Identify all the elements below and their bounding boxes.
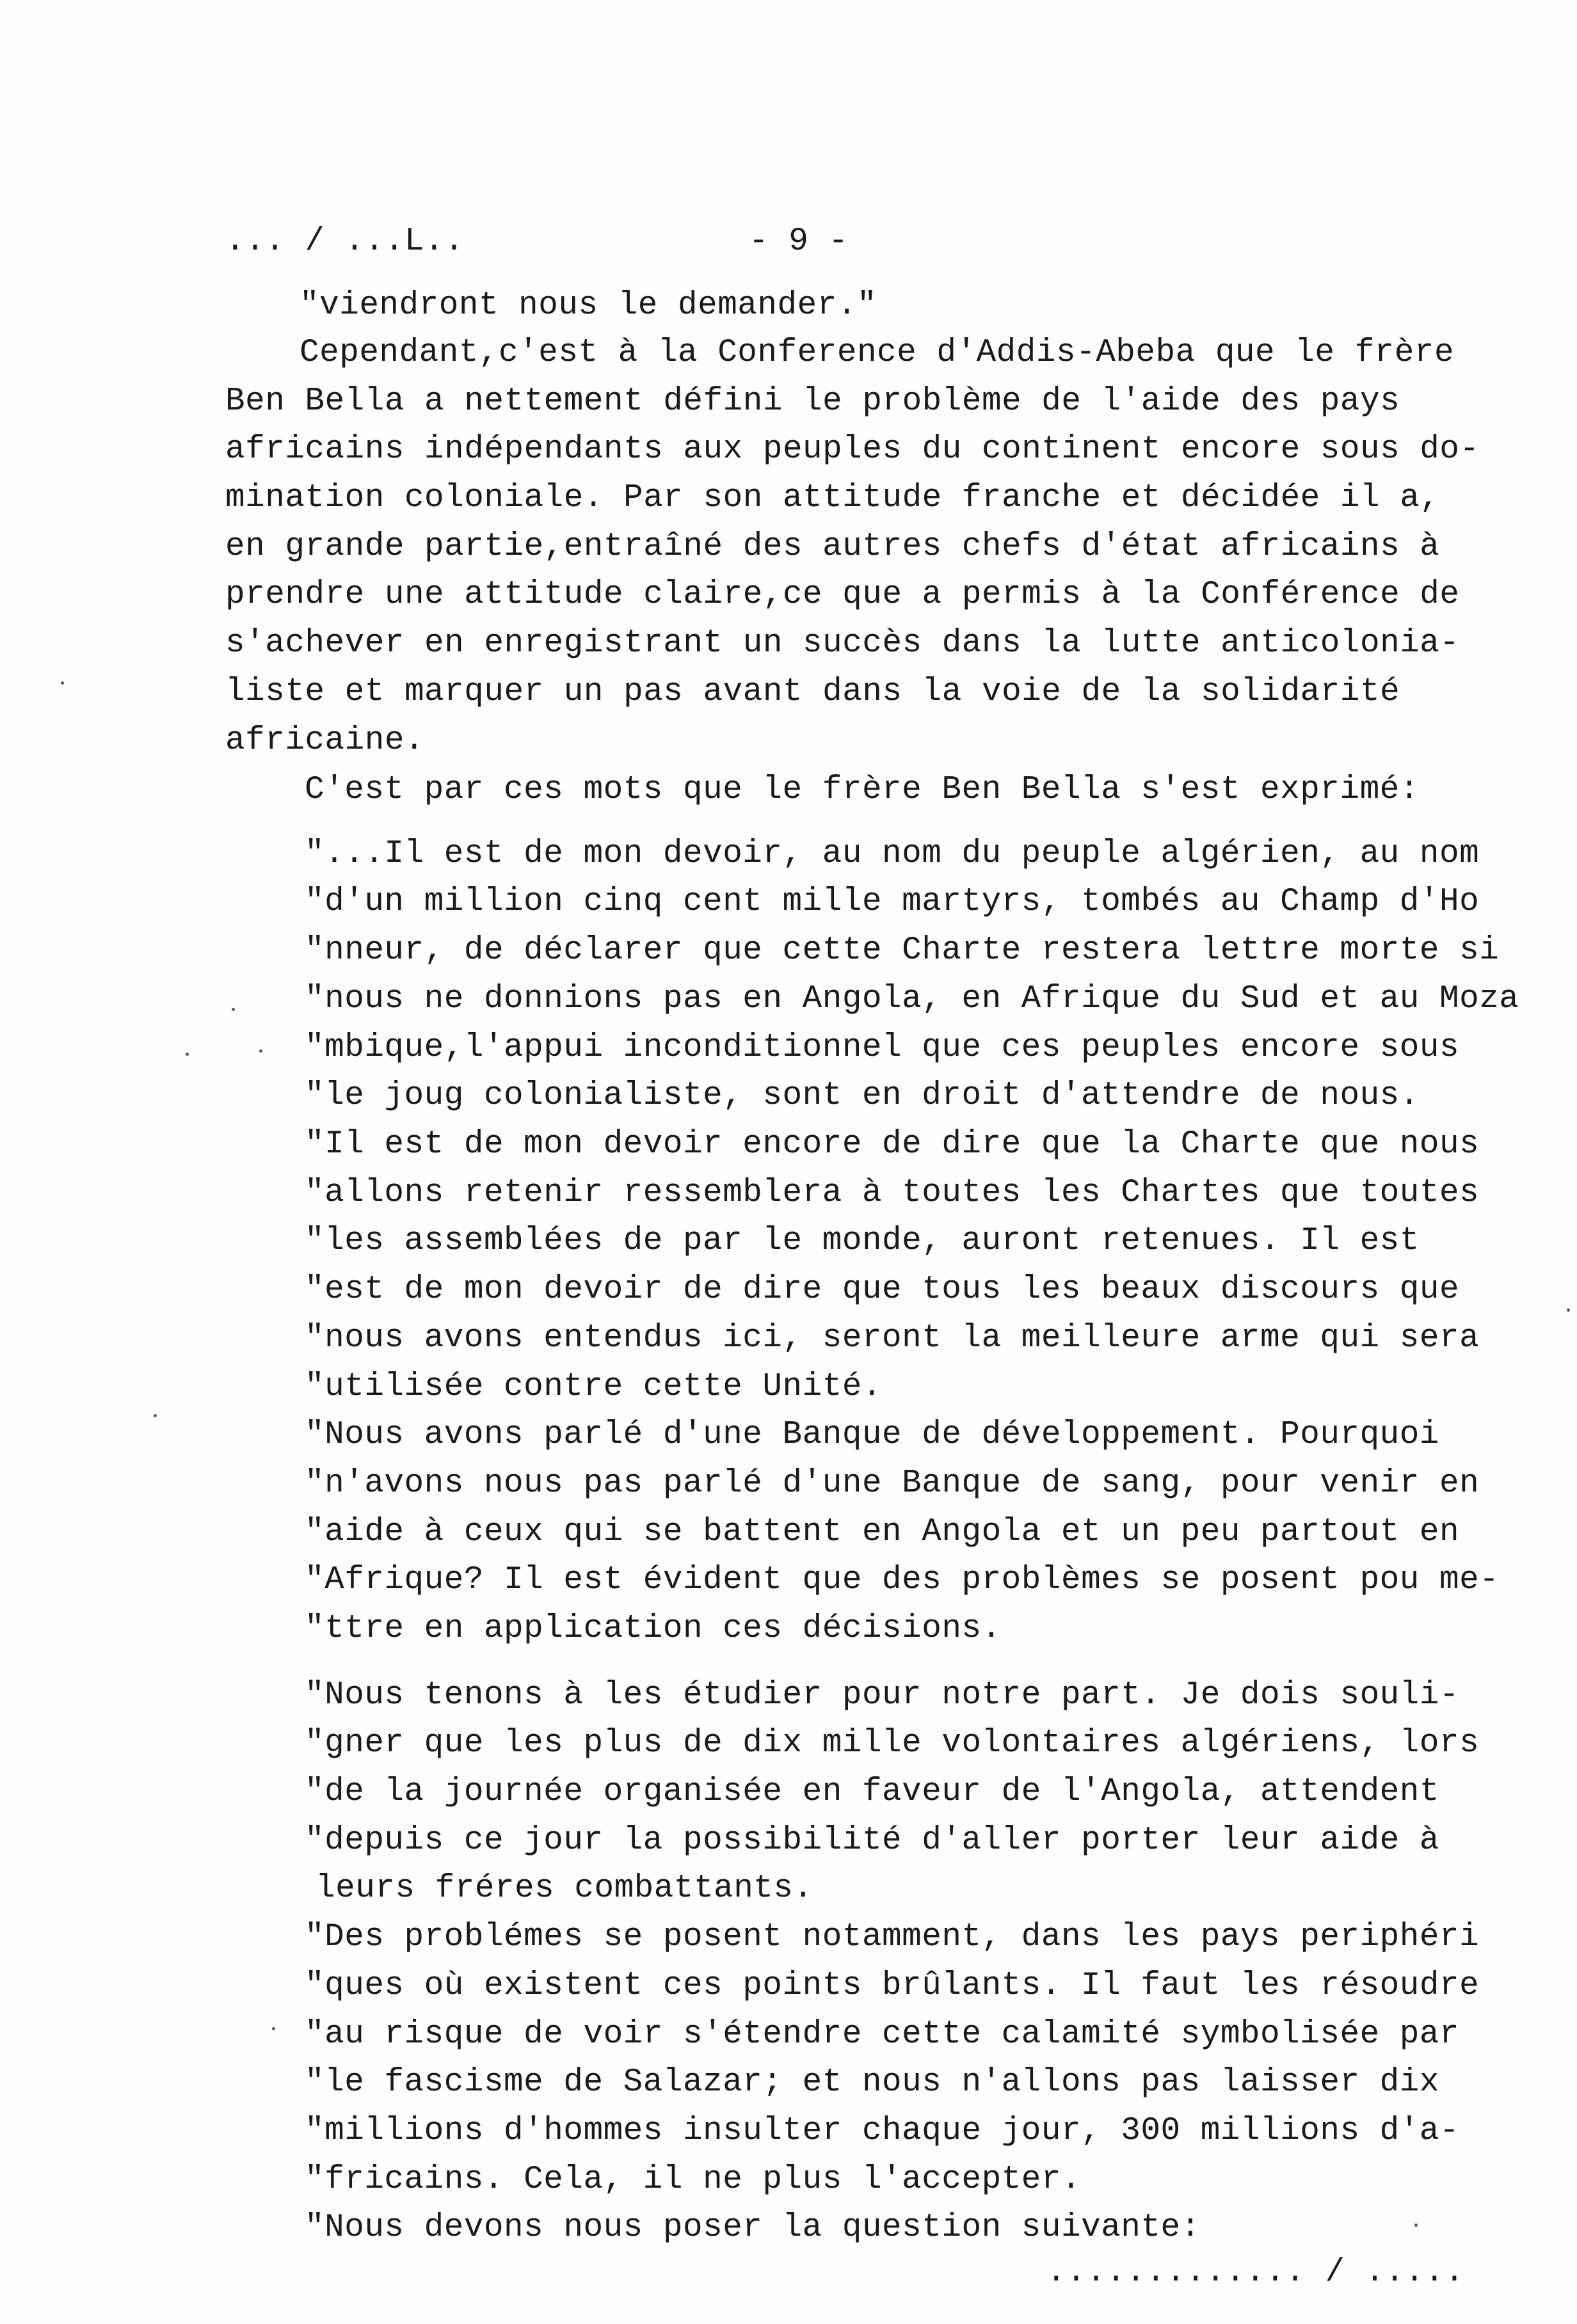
quote-line: "n'avons nous pas parlé d'une Banque de sang, pour venir en: [305, 1465, 1480, 1502]
quote-line: "Afrique? Il est évident que des problèmes se posent pou me-: [305, 1562, 1500, 1598]
text-line: Ben Bella a nettement défini le problème de l'aide des pays: [225, 383, 1400, 420]
quote-line: "fricains. Cela, il ne plus l'accepter.: [305, 2161, 1082, 2198]
quote-line: "gner que les plus de dix mille volontaires algériens, lors: [305, 1725, 1480, 1762]
continuation-marker: ............. / .....: [1046, 2254, 1465, 2291]
quote-line: "Des problémes se posent notamment, dans les pays periphéri: [305, 1919, 1480, 1955]
text-line: C'est par ces mots que le frère Ben Bella s'est exprimé:: [305, 772, 1420, 808]
quote-line: "ttre en application ces décisions.: [305, 1611, 1002, 1647]
scan-speck: [154, 1414, 157, 1417]
header-reference: ... / ...L..: [225, 223, 465, 260]
scan-speck: [61, 681, 64, 685]
quote-line: "aide à ceux qui se battent en Angola et un peu partout en: [305, 1514, 1460, 1550]
text-line: africaine.: [225, 722, 425, 759]
text-line: en grande partie,entraîné des autres chefs d'état africains à: [225, 529, 1440, 565]
scan-speck: [259, 1049, 262, 1053]
quote-line: "utilisée contre cette Unité.: [305, 1369, 883, 1405]
quote-line: "depuis ce jour la possibilité d'aller porter leur aide à: [305, 1822, 1439, 1859]
text-line: mination coloniale. Par son attitude franche et décidée il a,: [225, 480, 1440, 516]
scan-speck: [1414, 2224, 1418, 2227]
scan-speck: [232, 1008, 235, 1011]
quote-line: "millions d'hommes insulter chaque jour, 300 millions d'a-: [305, 2113, 1460, 2149]
quote-line: "Nous devons nous poser la question suivante:: [305, 2209, 1201, 2246]
scan-speck: [1567, 1309, 1570, 1312]
scan-speck: [186, 1053, 189, 1056]
quote-line: "mbique,l'appui inconditionnel que ces peuples encore sous: [305, 1030, 1460, 1066]
quote-line: leurs fréres combattants.: [316, 1870, 813, 1907]
quote-line: "nous avons entendus ici, seront la meilleure arme qui sera: [305, 1320, 1480, 1357]
quote-line: "nous ne donnions pas en Angola, en Afrique du Sud et au Moza: [305, 981, 1519, 1017]
page-number: - 9 -: [749, 223, 849, 260]
quote-line: "Nous tenons à les étudier pour notre part. Je dois souli-: [305, 1677, 1460, 1714]
text-line: africains indépendants aux peuples du continent encore sous do-: [225, 431, 1480, 468]
quote-line: "est de mon devoir de dire que tous les beaux discours que: [305, 1271, 1460, 1308]
quote-line: "Il est de mon devoir encore de dire que la Charte que nous: [305, 1126, 1480, 1163]
quote-line: "les assemblées de par le monde, auront retenues. Il est: [305, 1223, 1420, 1259]
scan-speck: [272, 2027, 275, 2030]
text-line: liste et marquer un pas avant dans la voie de la solidarité: [225, 674, 1400, 710]
quote-line: "Nous avons parlé d'une Banque de développement. Pourquoi: [305, 1417, 1439, 1453]
quote-line: "de la journée organisée en faveur de l'Angola, attendent: [305, 1774, 1439, 1810]
quote-line: "allons retenir ressemblera à toutes les Chartes que toutes: [305, 1175, 1480, 1211]
quote-line: "le joug colonialiste, sont en droit d'attendre de nous.: [305, 1078, 1420, 1114]
text-line: prendre une attitude claire,ce que a permis à la Conférence de: [225, 577, 1460, 613]
text-line: "viendront nous le demander.": [300, 287, 877, 324]
quote-line: "...Il est de mon devoir, au nom du peuple algérien, au nom: [305, 836, 1480, 872]
quote-line: "au risque de voir s'étendre cette calamité symbolisée par: [305, 2016, 1460, 2053]
quote-line: "d'un million cinq cent mille martyrs, tombés au Champ d'Ho: [305, 884, 1480, 920]
quote-line: "nneur, de déclarer que cette Charte restera lettre morte si: [305, 932, 1500, 969]
text-line: Cependant,c'est à la Conference d'Addis-Abeba que le frère: [300, 335, 1455, 371]
quote-line: "le fascisme de Salazar; et nous n'allons pas laisser dix: [305, 2064, 1439, 2101]
quote-line: "ques où existent ces points brûlants. Il faut les résoudre: [305, 1968, 1480, 2004]
text-line: s'achever en enregistrant un succès dans la lutte anticolonia-: [225, 625, 1460, 662]
